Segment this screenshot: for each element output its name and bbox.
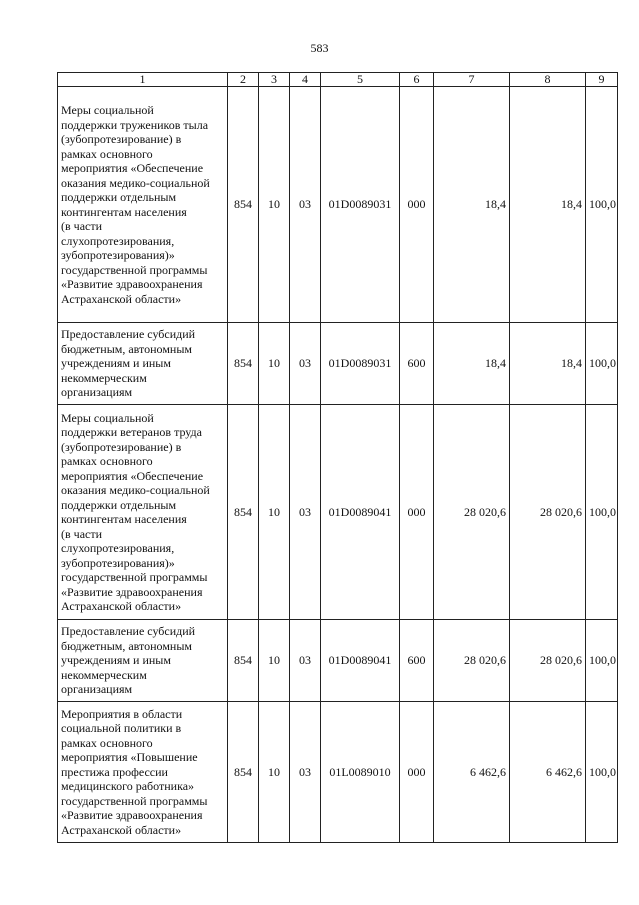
header-cell-5: 5: [321, 73, 400, 87]
description-line: рамках основного: [61, 454, 153, 468]
target-article-cell: 01D0089041: [321, 405, 400, 620]
description-cell: [58, 87, 228, 323]
description-line: поддержки отдельным: [61, 497, 177, 512]
planned-amount-cell: 18,4: [434, 323, 510, 405]
description-line: (зубопротезирование) в: [61, 439, 182, 454]
description-line: государственной программы: [61, 570, 208, 584]
description-line: учреждениям и иным: [61, 356, 171, 371]
header-row: [58, 73, 618, 87]
description-cell: [58, 702, 228, 843]
admin-code-cell: 854: [228, 702, 259, 843]
actual-amount-cell: 28 020,6: [510, 620, 586, 702]
subsection-cell: 03: [290, 405, 321, 620]
subsection-cell: 03: [290, 702, 321, 843]
description-line: (в части: [61, 526, 103, 541]
description-line: (в части: [61, 219, 103, 233]
description-line: некоммерческим: [61, 370, 147, 385]
expense-type-cell: 000: [400, 702, 434, 843]
description-line: мероприятия «Обеспечение: [61, 161, 204, 175]
description-line: государственной программы: [61, 262, 208, 277]
subsection-cell: 03: [290, 323, 321, 405]
description-line: «Развитие здравоохранения: [61, 277, 203, 291]
header-cell-8: 8: [510, 73, 586, 87]
expense-type-cell: 600: [400, 323, 434, 405]
percent-cell: 100,0: [586, 87, 618, 323]
description-line: (зубопротезирование) в: [61, 132, 182, 146]
header-cell-4: 4: [290, 73, 321, 87]
description-line: учреждениям и иным: [61, 653, 171, 668]
header-cell-2: 2: [228, 73, 259, 87]
admin-code-cell: 854: [228, 405, 259, 620]
header-cell-7: 7: [434, 73, 510, 87]
description-cell: [58, 620, 228, 702]
target-article-cell: 01D0089031: [321, 323, 400, 405]
expense-type-cell: 000: [400, 87, 434, 323]
description-cell: [58, 323, 228, 405]
description-cell: [58, 405, 228, 620]
description-line: зубопротезирования)»: [61, 555, 175, 570]
page-number: 583: [310, 41, 329, 55]
description-line: государственной программы: [61, 793, 208, 808]
header-cell-6: 6: [400, 73, 434, 87]
table-row: [58, 620, 618, 702]
description-line: организациям: [61, 385, 133, 400]
header-cell-1: 1: [58, 73, 228, 87]
section-cell: 10: [259, 702, 290, 843]
description-line: Астраханской области»: [61, 822, 182, 837]
section-cell: 10: [259, 87, 290, 323]
section-cell: 10: [259, 323, 290, 405]
description-line: «Развитие здравоохранения: [61, 808, 203, 823]
description-line: Предоставление субсидий: [61, 327, 196, 342]
description-line: некоммерческим: [61, 667, 147, 682]
description-line: «Развитие здравоохранения: [61, 584, 203, 599]
description-line: контингентам населения: [61, 512, 187, 526]
description-line: Астраханской области»: [61, 599, 182, 613]
target-article-cell: 01D0089041: [321, 620, 400, 702]
section-cell: 10: [259, 620, 290, 702]
description-line: социальной политики в: [61, 721, 182, 736]
admin-code-cell: 854: [228, 323, 259, 405]
table-row: [58, 323, 618, 405]
description-line: оказания медико-социальной: [61, 483, 210, 497]
description-line: Меры социальной: [61, 410, 154, 425]
expense-type-cell: 600: [400, 620, 434, 702]
description-line: организациям: [61, 682, 133, 697]
description-line: поддержки ветеранов труда: [61, 425, 202, 439]
planned-amount-cell: 28 020,6: [434, 405, 510, 620]
subsection-cell: 03: [290, 620, 321, 702]
description-line: мероприятия «Повышение: [61, 750, 198, 765]
description-line: зубопротезирования)»: [61, 248, 175, 262]
actual-amount-cell: 6 462,6: [510, 702, 586, 843]
admin-code-cell: 854: [228, 87, 259, 323]
header-cell-9: 9: [586, 73, 618, 87]
percent-cell: 100,0: [586, 323, 618, 405]
section-cell: 10: [259, 405, 290, 620]
description-line: Мероприятия в области: [61, 706, 183, 721]
actual-amount-cell: 18,4: [510, 323, 586, 405]
description-line: Предоставление субсидий: [61, 624, 196, 639]
planned-amount-cell: 18,4: [434, 87, 510, 323]
percent-cell: 100,0: [586, 405, 618, 620]
actual-amount-cell: 28 020,6: [510, 405, 586, 620]
table-row: [58, 405, 618, 620]
table-row: [58, 702, 618, 843]
description-line: Меры социальной: [61, 103, 154, 117]
description-line: поддержки тружеников тыла: [61, 117, 209, 132]
target-article-cell: 01L0089010: [321, 702, 400, 843]
subsection-cell: 03: [290, 87, 321, 323]
description-line: поддержки отдельным: [61, 190, 177, 204]
header-cell-3: 3: [259, 73, 290, 87]
percent-cell: 100,0: [586, 620, 618, 702]
admin-code-cell: 854: [228, 620, 259, 702]
description-line: слухопротезирования,: [61, 233, 175, 248]
description-line: Астраханской области»: [61, 291, 182, 306]
description-line: бюджетным, автономным: [61, 341, 192, 356]
description-line: оказания медико-социальной: [61, 175, 210, 190]
planned-amount-cell: 28 020,6: [434, 620, 510, 702]
description-line: слухопротезирования,: [61, 541, 175, 555]
table-row: [58, 87, 618, 323]
target-article-cell: 01D0089031: [321, 87, 400, 323]
planned-amount-cell: 6 462,6: [434, 702, 510, 843]
description-line: мероприятия «Обеспечение: [61, 468, 204, 483]
description-line: контингентам населения: [61, 204, 187, 219]
actual-amount-cell: 18,4: [510, 87, 586, 323]
percent-cell: 100,0: [586, 702, 618, 843]
description-line: медицинского работника»: [61, 779, 195, 794]
description-line: рамках основного: [61, 146, 153, 161]
description-line: бюджетным, автономным: [61, 638, 192, 653]
budget-table: [57, 72, 618, 843]
expense-type-cell: 000: [400, 405, 434, 620]
description-line: рамках основного: [61, 735, 153, 750]
description-line: престижа профессии: [61, 764, 168, 779]
